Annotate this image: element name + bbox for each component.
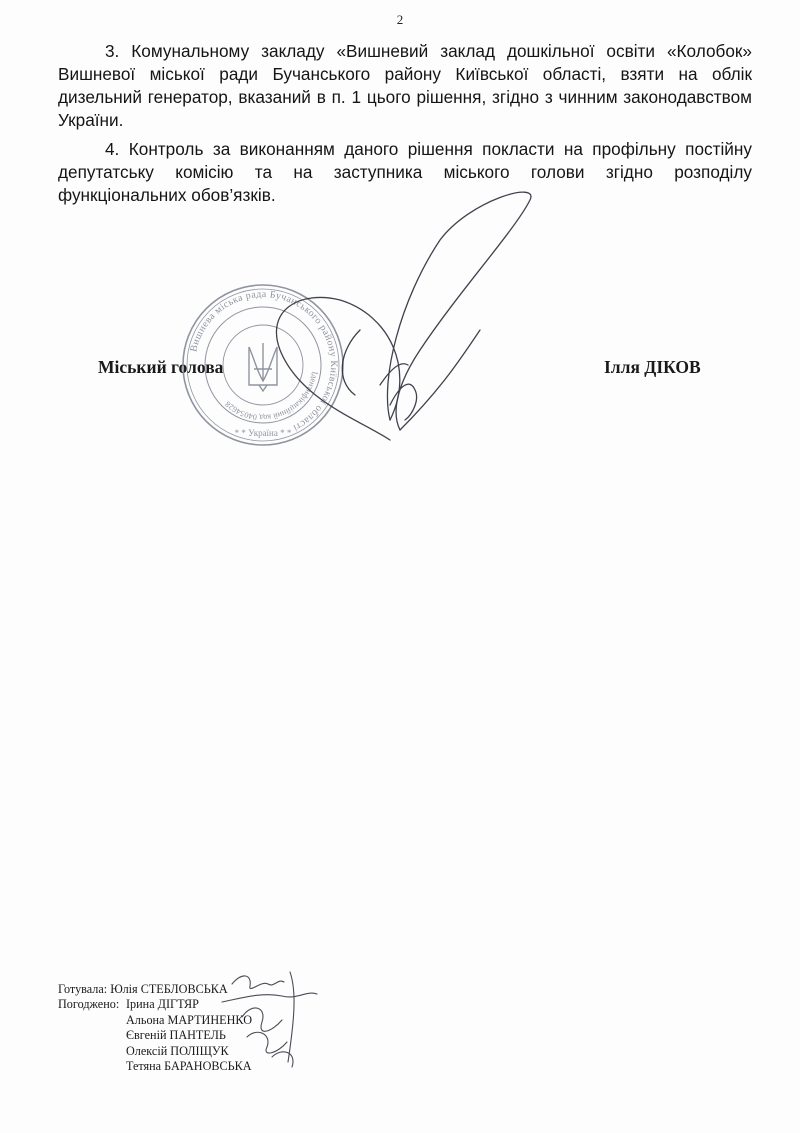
page-number: 2 [396, 12, 404, 27]
agreed-label: Погоджено: [58, 997, 120, 1012]
approver-name: Тетяна БАРАНОВСЬКА [126, 1059, 252, 1074]
paragraph-3: 3. Комунальному закладу «Вишневий заклад дошкільної освіти «Колобок» Вишневої міської ради Бучанського району Київської області, взяти на облік дизельний генератор, вказаний в п. 1 цього рішення, згідно з чинним законодавством України. [58, 41, 752, 130]
paragraph-4: 4. Контроль за виконанням даного рішення покласти на профільну постійну депутатську комісію та на заступника міського голови згідно розподілу функціональних обов’язків. [58, 139, 752, 205]
prepared-label: Готувала: [58, 982, 108, 996]
signatory-title: Міський голова [98, 357, 224, 377]
approver-name: Альона МАРТИНЕНКО [126, 1012, 252, 1027]
approval-signatures-icon [212, 962, 332, 1082]
svg-text:Ідентифікаційний код 04054628: Ідентифікаційний код 04054628 [223, 370, 320, 423]
svg-text:Вишнева міська рада Бучанськог: Вишнева міська рада Бучанського району Київської області [188, 288, 340, 434]
signatory-name: Ілля ДІКОВ [604, 357, 701, 377]
approver-name: Олексій ПОЛІЩУК [126, 1043, 229, 1058]
prepared-by-name: Юлія СТЕБЛОВСЬКА [110, 982, 228, 996]
approver-name: Ірина ДІГТЯР [126, 997, 199, 1012]
svg-text:* * Україна * *: * * Україна * * [234, 428, 292, 438]
approver-name: Євгеній ПАНТЕЛЬ [126, 1028, 226, 1043]
mayor-signature-icon [240, 180, 570, 480]
